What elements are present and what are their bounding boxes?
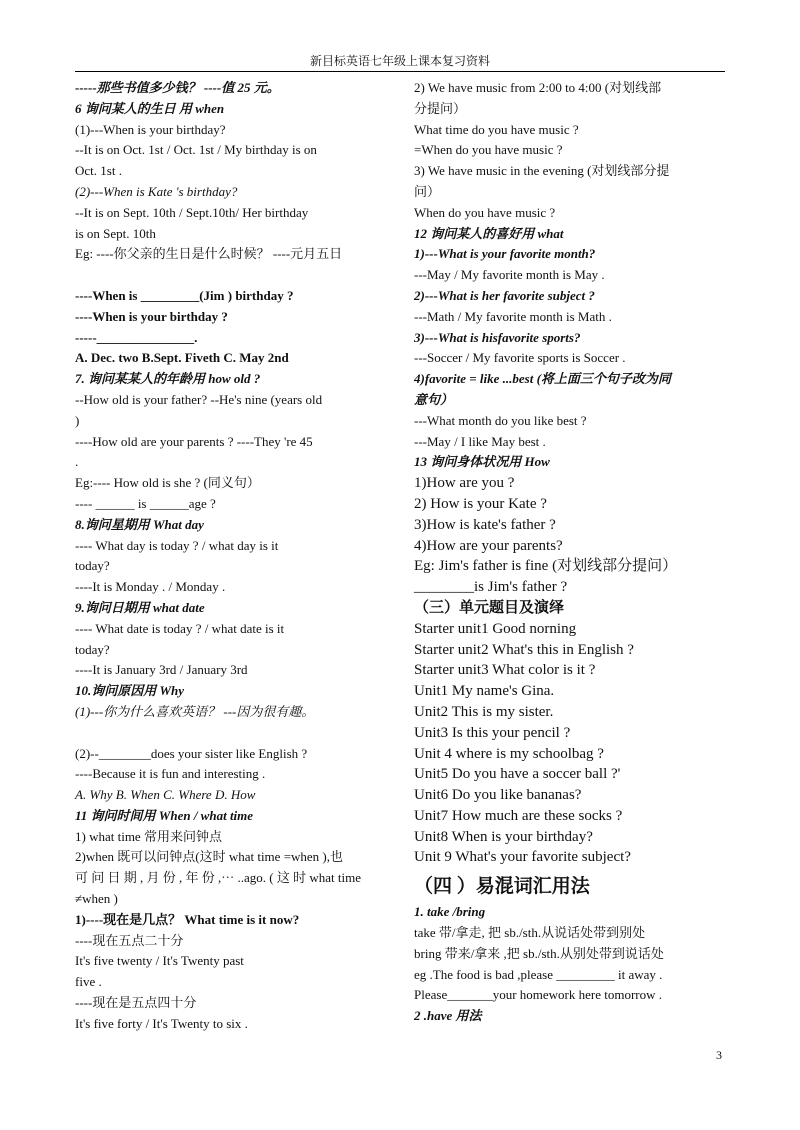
text-line: A. Why B. When C. Where D. How bbox=[75, 787, 256, 803]
text-line: ----Because it is fun and interesting . bbox=[75, 766, 266, 782]
text-line: ----How old are your parents ? ----They 're 45 bbox=[75, 433, 313, 449]
text-line: take 带/拿走, 把 sb./sth.从说话处带到别处 bbox=[414, 925, 646, 941]
text-line bbox=[75, 723, 388, 744]
page-number: 3 bbox=[716, 1048, 722, 1062]
text-line: ---What month do you like best ? bbox=[414, 412, 587, 428]
text-line: --How old is your father? --He's nine (years old bbox=[75, 391, 323, 407]
text-line: Unit1 My name's Gina. bbox=[414, 683, 555, 700]
text-line: ----现在是五点四十分 bbox=[75, 995, 197, 1011]
text-line: =When do you have music ? bbox=[414, 142, 563, 158]
text-line: Unit3 Is this your pencil ? bbox=[414, 724, 571, 741]
text-line: Oct. 1st . bbox=[75, 163, 122, 179]
text-line: Eg: Jim's father is fine (对划线部分提问） bbox=[414, 558, 678, 575]
text-line: ---- What day is today ? / what day is it bbox=[75, 537, 279, 553]
text-line: （四 ）易混词汇用法 bbox=[414, 876, 590, 898]
text-line: 4)favorite = like ...best (将上面三个句子改为同 bbox=[414, 371, 671, 387]
text-line: 意句） bbox=[414, 391, 454, 407]
text-line: Unit5 Do you have a soccer ball ?' bbox=[414, 766, 621, 783]
text-line: Unit 9 What's your favorite subject? bbox=[414, 849, 631, 866]
text-line: eg .The food is bad ,please _________ it away . bbox=[414, 966, 663, 982]
text-line: 分提问） bbox=[414, 100, 467, 116]
text-line: (1)---When is your birthday? bbox=[75, 121, 226, 137]
text-line: today? bbox=[75, 641, 110, 657]
text-line: ----It is Monday . / Monday . bbox=[75, 579, 226, 595]
text-line: 9.询问日期用 what date bbox=[75, 599, 205, 615]
text-line: 10.询问原因用 Why bbox=[75, 683, 185, 699]
text-line: ---- What date is today ? / what date is it bbox=[75, 620, 285, 636]
text-line: ----When is _________(Jim ) birthday ? bbox=[75, 287, 294, 303]
text-line: 8.询问星期用 What day bbox=[75, 516, 204, 532]
text-line: Starter unit2 What's this in English ? bbox=[414, 641, 634, 658]
text-line: 可 问 日 期 , 月 份 , 年 份 ,⋯ ..ago. ( 这 时 what time bbox=[75, 870, 361, 886]
text-line: is on Sept. 10th bbox=[75, 225, 156, 241]
text-line: 问） bbox=[414, 183, 441, 199]
text-line: It's five forty / It's Twenty to six . bbox=[75, 1015, 248, 1031]
text-line: 2 .have 用法 bbox=[414, 1008, 482, 1024]
text-line: Unit 4 where is my schoolbag ? bbox=[414, 745, 604, 762]
text-line: It's five twenty / It's Twenty past bbox=[75, 953, 244, 969]
text-line: Starter unit1 Good norning bbox=[414, 620, 577, 637]
text-line: --It is on Sept. 10th / Sept.10th/ Her birthday bbox=[75, 204, 309, 220]
text-line: Unit6 Do you like bananas? bbox=[414, 787, 582, 804]
left-column bbox=[75, 78, 388, 1035]
text-line: ----现在五点二十分 bbox=[75, 932, 184, 948]
text-line: ---Soccer / My favorite sports is Soccer . bbox=[414, 350, 626, 366]
header-rule bbox=[75, 71, 725, 72]
text-line: 1. take /bring bbox=[414, 904, 486, 920]
text-line: ) bbox=[75, 412, 80, 428]
text-line: 2)---What is her favorite subject ? bbox=[414, 287, 595, 303]
text-line: ---- ______ is ______age ? bbox=[75, 495, 216, 511]
text-line: 3)---What is hisfavorite sports? bbox=[414, 329, 581, 345]
text-line: 3) We have music in the evening (对划线部分提 bbox=[414, 163, 670, 179]
text-line: When do you have music ? bbox=[414, 204, 556, 220]
text-line: five . bbox=[75, 974, 102, 990]
text-line: ----It is January 3rd / January 3rd bbox=[75, 662, 248, 678]
text-line: 2)when 既可以问钟点(这时 what time =when ),也 bbox=[75, 849, 344, 865]
text-line: 2) We have music from 2:00 to 4:00 (对划线部 bbox=[414, 80, 662, 95]
text-line: 1)How are you ? bbox=[414, 475, 515, 492]
text-line: (2)--________does your sister like English ? bbox=[75, 745, 308, 761]
text-line: 11 询问时间用 When / what time bbox=[75, 807, 254, 823]
text-line: ----When is your birthday ? bbox=[75, 308, 228, 324]
text-line: . bbox=[75, 454, 79, 470]
text-line: 7. 询问某某人的年龄用 how old ? bbox=[75, 371, 261, 387]
text-line: --It is on Oct. 1st / Oct. 1st / My birthday is on bbox=[75, 142, 317, 158]
text-line: 13 询问身体状况用 How bbox=[414, 454, 550, 470]
text-line bbox=[75, 265, 388, 286]
text-line: 1)---What is your favorite month? bbox=[414, 246, 596, 262]
text-line: Unit2 This is my sister. bbox=[414, 703, 554, 720]
text-line: What time do you have music ? bbox=[414, 121, 579, 137]
text-line: Starter unit3 What color is it ? bbox=[414, 662, 596, 679]
text-line: ________is Jim's father ? bbox=[414, 579, 568, 596]
text-line: 3)How is kate's father ? bbox=[414, 516, 556, 533]
text-line: ---May / My favorite month is May . bbox=[414, 267, 605, 283]
text-line: Please_______your homework here tomorrow . bbox=[414, 987, 663, 1003]
text-line: Eg:---- How old is she ? (同义句） bbox=[75, 475, 260, 491]
text-line: bring 带来/拿来 ,把 sb./sth.从别处带到说话处 bbox=[414, 945, 664, 961]
text-line: Unit7 How much are these socks ? bbox=[414, 807, 623, 824]
text-line: (1)---你为什么喜欢英语？ ---因为很有趣。 bbox=[75, 703, 315, 719]
page-header: 新目标英语七年级上课本复习资料 bbox=[309, 54, 490, 68]
text-line: -----_______________. bbox=[75, 329, 198, 345]
text-line: ---May / I like May best . bbox=[414, 433, 546, 449]
text-line: 1) what time 常用来问钟点 bbox=[75, 828, 222, 844]
text-line: Eg: ----你父亲的生日是什么时候？ ----元月五日 bbox=[75, 246, 343, 262]
text-line: (2)---When is Kate 's birthday? bbox=[75, 183, 238, 199]
text-line: 4)How are your parents? bbox=[414, 537, 563, 554]
text-line: today? bbox=[75, 558, 110, 574]
text-line: A. Dec. two B.Sept. Fiveth C. May 2nd bbox=[75, 350, 289, 366]
text-line: 6 询问某人的生日 用 when bbox=[75, 100, 225, 116]
text-line: 12 询问某人的喜好用 what bbox=[414, 225, 564, 241]
text-line: 1)----现在是几点？ What time is it now? bbox=[75, 911, 300, 927]
right-column bbox=[414, 78, 730, 1027]
text-line: -----那些书值多少钱？ ----值 25 元。 bbox=[75, 80, 280, 95]
text-line: 2) How is your Kate ? bbox=[414, 495, 547, 512]
text-line: （三）单元题目及演绎 bbox=[414, 599, 565, 616]
text-line: Unit8 When is your birthday? bbox=[414, 828, 593, 845]
text-line: ≠when ) bbox=[75, 891, 118, 907]
text-line: ---Math / My favorite month is Math . bbox=[414, 308, 612, 324]
